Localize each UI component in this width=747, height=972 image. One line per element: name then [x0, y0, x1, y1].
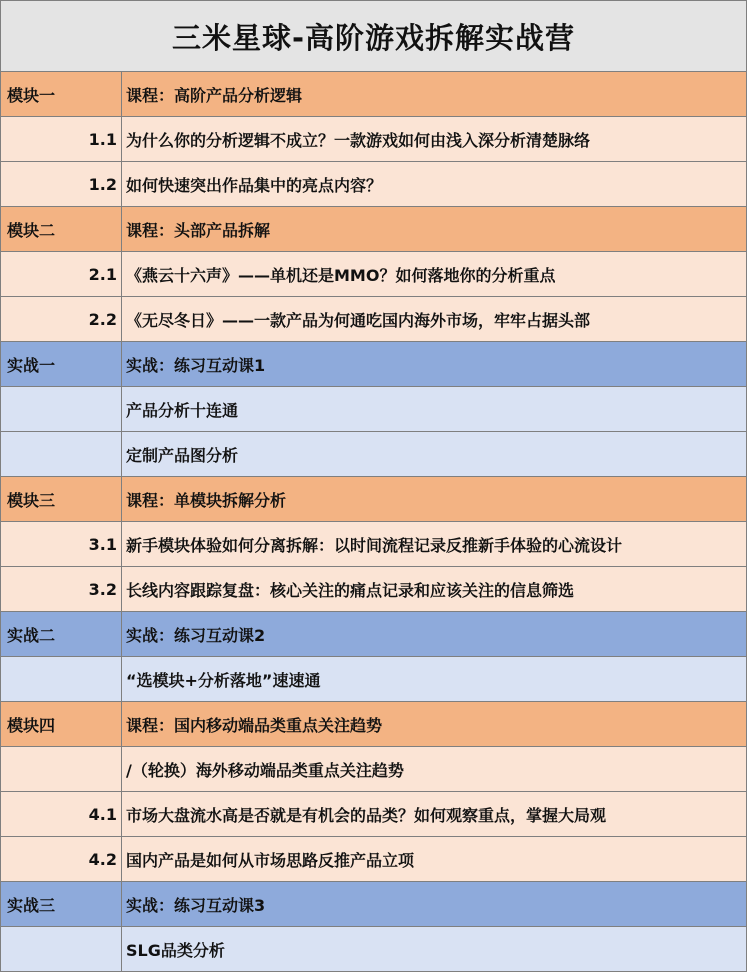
lesson-title-cell: “选模块+分析落地”速速通 [126, 670, 321, 690]
table-row [1, 882, 746, 927]
item-number-cell [1, 927, 122, 971]
lesson-title-cell: /（轮换）海外移动端品类重点关注趋势 [126, 760, 404, 780]
lesson-title-cell: SLG品类分析 [126, 940, 225, 960]
table-row [1, 477, 746, 522]
lesson-title-cell: 国内产品是如何从市场思路反推产品立项 [126, 850, 415, 870]
title-row [1, 0, 746, 72]
item-number-cell [1, 747, 122, 791]
item-number-cell: 3.2 [1, 567, 122, 611]
section-title-cell: 实战：练习互动课3 [126, 895, 266, 915]
table-row [1, 837, 746, 882]
table-row [1, 207, 746, 252]
item-number-cell: 4.2 [1, 837, 122, 881]
item-number-cell: 2.1 [1, 252, 122, 296]
section-label-cell: 实战三 [1, 882, 122, 926]
lesson-title-cell: 新手模块体验如何分离拆解：以时间流程记录反推新手体验的心流设计 [126, 535, 623, 555]
item-number-cell: 3.1 [1, 522, 122, 566]
item-number-cell: 4.1 [1, 792, 122, 836]
section-title-cell: 课程：国内移动端品类重点关注趋势 [126, 715, 383, 735]
table-row [1, 162, 746, 207]
table-row [1, 612, 746, 657]
item-number-cell [1, 432, 122, 476]
lesson-title-cell: 市场大盘流水高是否就是有机会的品类？如何观察重点，掌握大局观 [126, 805, 607, 825]
section-title-cell: 课程：单模块拆解分析 [126, 490, 287, 510]
lesson-title-cell: 长线内容跟踪复盘：核心关注的痛点记录和应该关注的信息筛选 [126, 580, 575, 600]
section-label-cell: 模块一 [1, 72, 122, 116]
lesson-title-cell: 产品分析十连通 [126, 400, 239, 420]
section-label-cell: 模块二 [1, 207, 122, 251]
table-row [1, 792, 746, 837]
lesson-title-cell: 《燕云十六声》——单机还是MMO？如何落地你的分析重点 [126, 265, 556, 285]
item-number-cell: 2.2 [1, 297, 122, 341]
lesson-title-cell: 为什么你的分析逻辑不成立？一款游戏如何由浅入深分析清楚脉络 [126, 130, 591, 150]
lesson-title-cell: 定制产品图分析 [126, 445, 239, 465]
section-title-cell: 课程：高阶产品分析逻辑 [126, 85, 303, 105]
table-row [1, 522, 746, 567]
table-row [1, 702, 746, 747]
item-number-cell [1, 387, 122, 431]
lesson-title-cell: 《无尽冬日》——一款产品为何通吃国内海外市场，牢牢占据头部 [126, 310, 591, 330]
table-row [1, 747, 746, 792]
table-row [1, 72, 746, 117]
item-number-cell: 1.2 [1, 162, 122, 206]
table-row [1, 117, 746, 162]
item-number-cell: 1.1 [1, 117, 122, 161]
section-title-cell: 课程：头部产品拆解 [126, 220, 271, 240]
table-row [1, 297, 746, 342]
section-label-cell: 实战一 [1, 342, 122, 386]
section-title-cell: 实战：练习互动课2 [126, 625, 266, 645]
section-label-cell: 模块三 [1, 477, 122, 521]
table-row [1, 252, 746, 297]
table-row [1, 342, 746, 387]
lesson-title-cell: 如何快速突出作品集中的亮点内容？ [126, 175, 383, 195]
table-row [1, 927, 746, 972]
table-row [1, 387, 746, 432]
section-label-cell: 实战二 [1, 612, 122, 656]
table-row [1, 432, 746, 477]
section-title-cell: 实战：练习互动课1 [126, 355, 266, 375]
page-title: 三米星球-高阶游戏拆解实战营 [171, 20, 576, 55]
item-number-cell [1, 657, 122, 701]
table-row [1, 567, 746, 612]
table-row [1, 657, 746, 702]
table-body [1, 72, 746, 972]
section-label-cell: 模块四 [1, 702, 122, 746]
